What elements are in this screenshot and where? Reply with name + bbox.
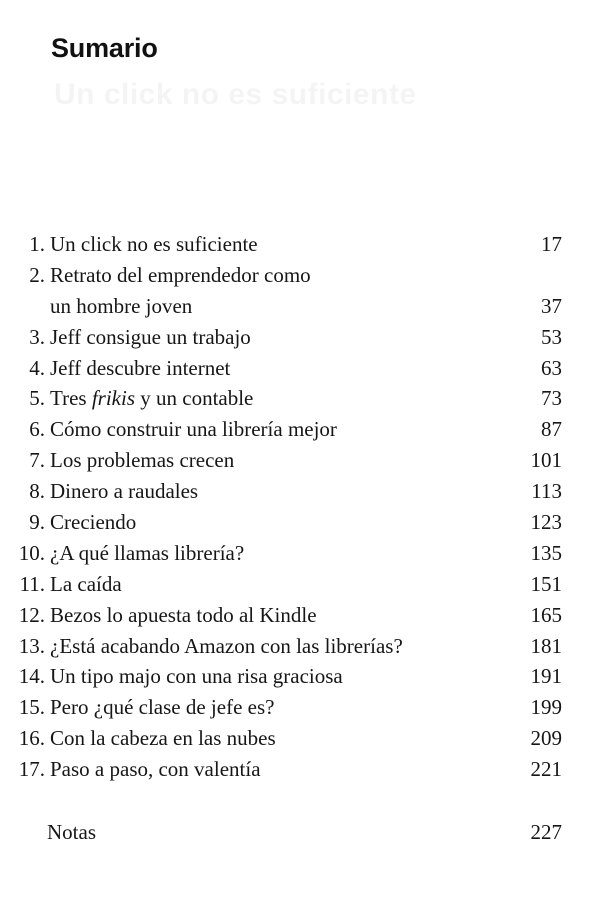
chapter-number: 10. bbox=[18, 540, 45, 565]
toc-entry-11[interactable] bbox=[0, 569, 600, 600]
chapter-number: 13. bbox=[18, 633, 45, 658]
chapter-title: Bezos lo apuesta todo al Kindle bbox=[50, 602, 317, 627]
table-of-contents bbox=[0, 229, 600, 785]
chapter-title: La caída bbox=[50, 571, 122, 596]
chapter-number: 5. bbox=[29, 386, 45, 411]
page-number: 181 bbox=[530, 633, 562, 658]
chapter-title: Con la cabeza en las nubes bbox=[50, 726, 276, 751]
chapter-title-italic: frikis bbox=[91, 386, 135, 411]
page-number: 73 bbox=[541, 386, 562, 411]
chapter-title: Creciendo bbox=[50, 510, 137, 535]
chapter-title bbox=[50, 260, 380, 322]
page-number: 53 bbox=[541, 324, 562, 349]
chapter-title: Paso a paso, con valentía bbox=[50, 757, 261, 782]
toc-entry-12[interactable] bbox=[0, 600, 600, 631]
page-title: Sumario bbox=[51, 33, 158, 63]
chapter-title: Los problemas crecen bbox=[50, 448, 235, 473]
chapter-title: Jeff descubre internet bbox=[50, 355, 231, 380]
chapter-title-part-1: Tres bbox=[50, 386, 92, 411]
page-number: 191 bbox=[530, 664, 562, 689]
chapter-title: ¿A qué llamas librería? bbox=[50, 540, 245, 565]
toc-entry-2[interactable] bbox=[0, 260, 600, 322]
toc-entry-15[interactable] bbox=[0, 692, 600, 723]
chapter-number: 2. bbox=[29, 262, 45, 287]
page-number: 63 bbox=[541, 355, 562, 380]
page-number: 87 bbox=[541, 417, 562, 442]
toc-entry-1[interactable] bbox=[0, 229, 600, 260]
bleed-through-text bbox=[54, 78, 417, 112]
chapter-title: Un tipo majo con una risa graciosa bbox=[50, 664, 343, 689]
chapter-number: 4. bbox=[29, 355, 45, 380]
toc-entry-8[interactable] bbox=[0, 476, 600, 507]
page-number: 199 bbox=[530, 695, 562, 720]
page-number: 17 bbox=[541, 231, 562, 256]
toc-entry-7[interactable] bbox=[0, 445, 600, 476]
chapter-number: 3. bbox=[29, 324, 45, 349]
chapter-number: 8. bbox=[29, 479, 45, 504]
page-number: 37 bbox=[541, 293, 562, 318]
page-number: 151 bbox=[530, 571, 562, 596]
chapter-number: 1. bbox=[29, 232, 45, 256]
chapter-title: ¿Está acabando Amazon con las librerías? bbox=[50, 633, 403, 658]
chapter-title-part-2: y un contable bbox=[135, 386, 254, 411]
page-number: 165 bbox=[530, 602, 562, 627]
chapter-title: Pero ¿qué clase de jefe es? bbox=[50, 695, 275, 720]
toc-entry-6[interactable] bbox=[0, 414, 600, 445]
page-number: 123 bbox=[530, 510, 562, 535]
page-number: 101 bbox=[530, 448, 562, 473]
page-number: 135 bbox=[530, 540, 562, 565]
chapter-number: 12. bbox=[18, 602, 45, 627]
chapter-number: 11. bbox=[19, 571, 45, 596]
chapter-number: 14. bbox=[18, 664, 45, 689]
toc-entry-4[interactable] bbox=[0, 353, 600, 384]
chapter-title-line-2: un hombre joven bbox=[50, 293, 193, 318]
chapter-title: Dinero a raudales bbox=[50, 479, 199, 504]
chapter-number: 9. bbox=[29, 510, 45, 535]
toc-entry-16[interactable] bbox=[0, 723, 600, 754]
chapter-title: Jeff consigue un trabajo bbox=[50, 324, 251, 349]
chapter-title bbox=[50, 383, 490, 414]
toc-entry-9[interactable] bbox=[0, 507, 600, 538]
chapter-number: 17. bbox=[18, 757, 45, 782]
chapter-title: Cómo construir una librería mejor bbox=[50, 417, 337, 442]
page-number: 113 bbox=[531, 479, 562, 504]
page-number: 227 bbox=[530, 819, 562, 844]
chapter-title-line-1: Retrato del emprendedor como bbox=[50, 262, 311, 287]
page-number: 209 bbox=[530, 726, 562, 751]
toc-entry-notes[interactable] bbox=[0, 817, 600, 848]
chapter-number: 6. bbox=[29, 417, 45, 442]
toc-entry-17[interactable] bbox=[0, 754, 600, 785]
page-number: 221 bbox=[530, 757, 562, 782]
chapter-number: 16. bbox=[18, 726, 45, 751]
toc-entry-5[interactable] bbox=[0, 383, 600, 414]
chapter-title: Un click no es suficiente bbox=[50, 232, 258, 256]
toc-entry-3[interactable] bbox=[0, 322, 600, 353]
toc-entry-10[interactable] bbox=[0, 538, 600, 569]
chapter-number: 15. bbox=[18, 695, 45, 720]
toc-entry-13[interactable] bbox=[0, 631, 600, 662]
toc-entry-14[interactable] bbox=[0, 661, 600, 692]
notes-title: Notas bbox=[47, 820, 96, 844]
chapter-number: 7. bbox=[29, 448, 45, 473]
